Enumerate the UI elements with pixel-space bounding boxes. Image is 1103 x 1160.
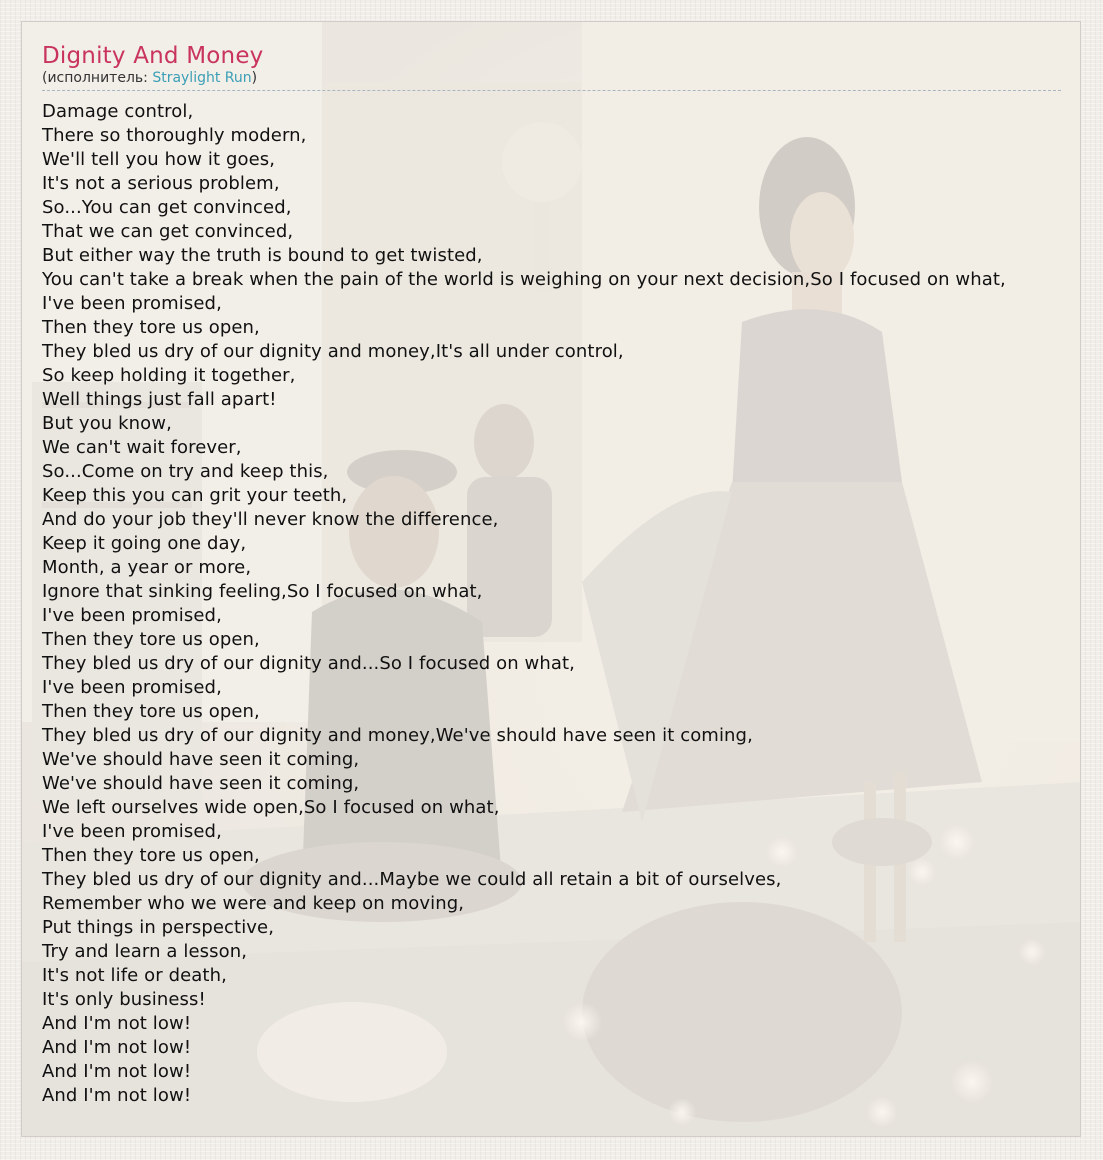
lyric-line: Then they tore us open, — [42, 629, 260, 650]
lyric-line: So keep holding it together, — [42, 365, 296, 386]
lyric-line: It's only business! — [42, 989, 206, 1010]
artist-line — [42, 70, 1061, 91]
lyric-line: Well things just fall apart! — [42, 389, 277, 410]
lyric-line: But you know, — [42, 413, 172, 434]
song-title: Dignity And Money — [42, 43, 264, 69]
lyric-line: Then they tore us open, — [42, 845, 260, 866]
artist-suffix: ) — [251, 70, 258, 86]
lyric-line: They bled us dry of our dignity and...Maybe we could all retain a bit of ourselves, — [42, 869, 782, 890]
lyric-line: They bled us dry of our dignity and money,We've should have seen it coming, — [42, 725, 753, 746]
lyric-line: Keep it going one day, — [42, 533, 247, 554]
lyric-line: Put things in perspective, — [42, 917, 275, 938]
lyrics-content — [22, 22, 1103, 1108]
lyric-line: That we can get convinced, — [42, 221, 294, 242]
lyric-line: I've been promised, — [42, 821, 222, 842]
lyric-line: I've been promised, — [42, 677, 222, 698]
lyric-line: It's not a serious problem, — [42, 173, 280, 194]
lyric-line: Damage control, — [42, 101, 194, 122]
lyric-line: Remember who we were and keep on moving, — [42, 893, 465, 914]
lyric-line: Keep this you can grit your teeth, — [42, 485, 348, 506]
artist-prefix: (исполнитель: — [42, 70, 153, 86]
lyric-line: I've been promised, — [42, 293, 222, 314]
lyric-line: And I'm not low! — [42, 1061, 192, 1082]
lyric-line: But either way the truth is bound to get twisted, — [42, 245, 483, 266]
lyric-line: Ignore that sinking feeling,So I focused on what, — [42, 581, 483, 602]
artist-link[interactable]: Straylight Run — [152, 70, 252, 86]
lyric-line: There so thoroughly modern, — [42, 125, 307, 146]
lyric-line: I've been promised, — [42, 605, 222, 626]
lyric-line: We left ourselves wide open,So I focused on what, — [42, 797, 500, 818]
lyric-line: We'll tell you how it goes, — [42, 149, 276, 170]
lyric-line: It's not life or death, — [42, 965, 227, 986]
lyric-line: So...Come on try and keep this, — [42, 461, 329, 482]
lyric-line: Then they tore us open, — [42, 701, 260, 722]
lyrics-text — [42, 100, 1103, 1108]
lyric-line: And I'm not low! — [42, 1037, 192, 1058]
lyric-line: We can't wait forever, — [42, 437, 242, 458]
lyric-line: Then they tore us open, — [42, 317, 260, 338]
lyric-line: And I'm not low! — [42, 1013, 192, 1034]
lyric-line: They bled us dry of our dignity and money,It's all under control, — [42, 341, 624, 362]
lyric-line: We've should have seen it coming, — [42, 773, 360, 794]
lyric-line: Try and learn a lesson, — [42, 941, 248, 962]
lyric-line: So...You can get convinced, — [42, 197, 292, 218]
lyric-line: You can't take a break when the pain of the world is weighing on your next decision,So I focused on what, — [42, 269, 1006, 290]
lyric-line: They bled us dry of our dignity and...So I focused on what, — [42, 653, 575, 674]
lyric-line: And I'm not low! — [42, 1085, 192, 1106]
lyric-line: Month, a year or more, — [42, 557, 252, 578]
lyric-line: And do your job they'll never know the difference, — [42, 509, 499, 530]
lyric-line: We've should have seen it coming, — [42, 749, 360, 770]
